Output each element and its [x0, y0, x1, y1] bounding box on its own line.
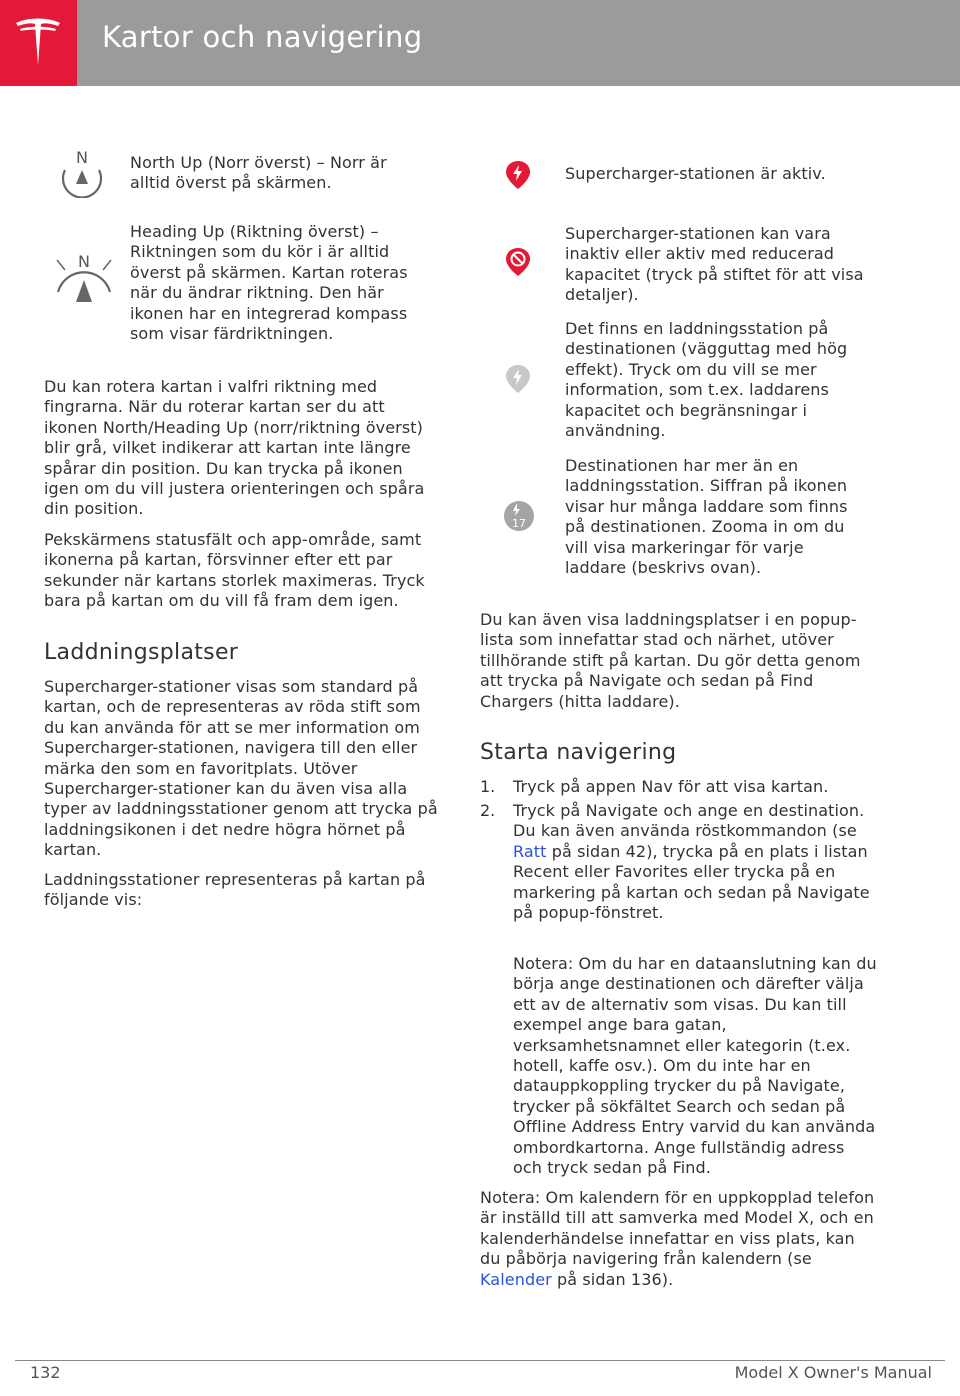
destination-charger-text: Det finns en laddningsstation på destinationen (vägguttag med hög effekt). Tryck om du vill se mer information, som t.ex. laddarens kapacitet och begränsningar i användning. — [565, 319, 848, 441]
li2-text-b: på sidan 42), trycka på en plats i listan Recent eller Favorites eller trycka på en markering på kartan och sedan på Navigate på popup-fönstret. — [513, 841, 870, 923]
li2-text-a: Tryck på Navigate och ange en destination. Du kan även använda röstkommandon (se — [513, 801, 865, 841]
left-column-p3 — [44, 677, 439, 861]
left-column-p4 — [44, 870, 439, 911]
page-header — [0, 0, 960, 86]
calendar-note — [480, 1188, 880, 1290]
list-number-2: 2. — [480, 801, 496, 820]
heading-up-icon — [52, 252, 116, 316]
list-item-1 — [513, 777, 878, 797]
footer-divider — [15, 1360, 945, 1361]
note-text-a: Notera: Om kalendern för en uppkopplad telefon är inställd till att samverka med Model X, och en kalenderhändelse innefattar en viss plats, kan du påbörja navigering från kalendern (se — [480, 1188, 875, 1269]
ratt-link[interactable]: Ratt — [513, 841, 547, 861]
supercharger-paragraph: Supercharger-stationer visas som standard på kartan, och de representeras av röda stift som du kan använda för att se mer information om Supercharger-stationen, navigera till den eller märka den som en favoritplats. Utöver Supercharger-stationer kan du även visa alla typer av laddningsstationer genom att trycka på laddningsikonen i det nedre högra hörnet på kartan. — [44, 677, 438, 860]
north-up-icon — [57, 148, 107, 202]
page-title: Kartor och navigering — [102, 20, 423, 54]
list-item-2-note-text: Notera: Om du har en dataanslutning kan du börja ange destinationen och därefter välja ett av de alternativ som visas. Du kan till exempel ange bara gatan, verksamhetsnamnet eller kategorin (t.ex. hotell, kaffe osv.). Om du inte har en datauppkoppling trycker du på Navigate, trycker på sökfältet Search och sedan på Offline Address Entry varvid du kan använda ombordkartorna. Ange fullständig adress och tryck sedan på Find. — [513, 954, 877, 1178]
list-number-1: 1. — [480, 777, 496, 796]
heading-letter: N — [78, 252, 90, 271]
heading-up-text: Heading Up (Riktning överst) – Riktningen som du kör i är alltid överst på skärmen. Kartan roteras när du ändrar riktning. Den här ikonen har en integrerad kompass som visar färdriktningen. — [130, 222, 408, 344]
north-up-text: North Up (Norr överst) – Norr är alltid överst på skärmen. — [130, 153, 387, 193]
right-column-note — [480, 1188, 880, 1290]
rotate-map-paragraph: Du kan rotera kartan i valfri riktning med fingrarna. När du roterar kartan ser du att ikonen North/Heading Up (norr/riktning överst) blir grå, vilket indikerar att kartan inte längre spårar din position. Du kan trycka på ikonen igen om du vill justera orienteringen och spåra din position. — [44, 377, 425, 519]
tesla-logo-icon — [14, 17, 62, 69]
charging-represented-paragraph: Laddningsstationer representeras på kartan på följande vis: — [44, 870, 426, 910]
list-item-2-note — [513, 954, 878, 1178]
right-column-p1 — [480, 610, 880, 712]
supercharger-active-pin-icon — [505, 160, 531, 194]
list-item-2-text — [513, 801, 878, 923]
page-number: 132 — [30, 1363, 61, 1382]
multiple-chargers-text: Destinationen har mer än en laddningsstation. Siffran på ikonen visar hur många laddare som finns på destinationen. Zooma in om du vill visa markeringar för varje laddare (beskrivs ovan). — [565, 456, 848, 578]
supercharger-reduced-text: Supercharger-stationen kan vara inaktiv eller aktiv med reducerad kapacitet (tryck på stiftet för att visa detaljer). — [565, 224, 864, 305]
tesla-logo — [0, 0, 77, 86]
manual-title: Model X Owner's Manual — [734, 1363, 932, 1382]
multiple-chargers-icon — [503, 500, 535, 536]
kalender-link[interactable]: Kalender — [480, 1269, 552, 1289]
popup-list-paragraph: Du kan även visa laddningsplatser i en popup-lista som innefattar stad och närhet, utöver tillhörande stift på kartan. Du gör detta genom att trycka på Navigate och sedan på Find Chargers (hitta laddare). — [480, 610, 861, 711]
note-text-b: på sidan 136). — [557, 1269, 674, 1289]
statusbar-paragraph: Pekskärmens statusfält och app-område, samt ikonerna på kartan, försvinner efter ett par sekunder när kartans storlek maximeras. Tryck bara på kartan om du vill få fram dem igen. — [44, 530, 425, 611]
charging-locations-heading: Laddningsplatser — [44, 640, 239, 665]
north-letter: N — [76, 148, 88, 167]
supercharger-reduced-pin-icon — [505, 247, 531, 281]
list-item-1-text: Tryck på appen Nav för att visa kartan. — [513, 777, 829, 796]
charger-count: 17 — [512, 517, 526, 530]
supercharger-active-text: Supercharger-stationen är aktiv. — [565, 164, 826, 183]
list-item-2 — [513, 801, 878, 923]
left-column — [44, 377, 439, 520]
start-navigation-heading: Starta navigering — [480, 740, 677, 765]
destination-charger-pin-icon — [505, 364, 531, 398]
left-column-p2 — [44, 530, 439, 612]
